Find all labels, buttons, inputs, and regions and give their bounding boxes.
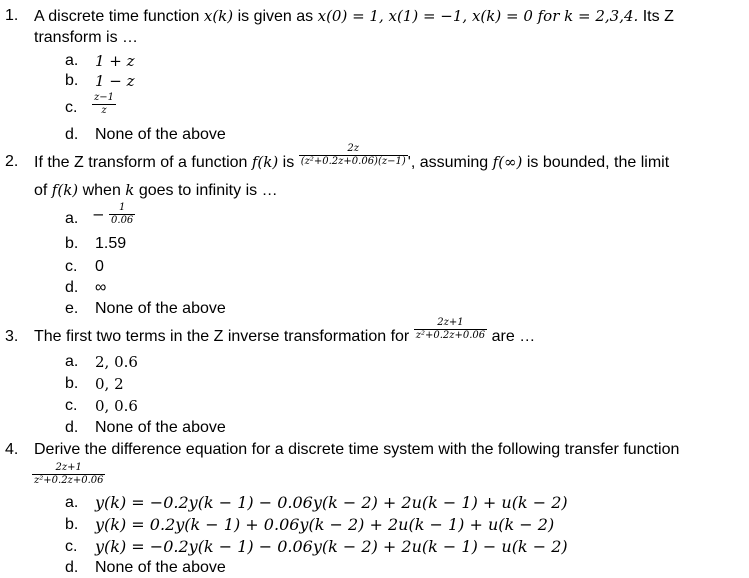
question-2-line-1: If the Z transform of a function f(k) is $\frac{2z}{\text{(z²+0.2z+0.06)(z−1)}}$ ', assuming f(∞) is bounded, the limit bbox=[34, 143, 670, 171]
question-1-number: 1. bbox=[5, 7, 19, 24]
question-2-line-2: of f(k) when k goes to infinity is … bbox=[34, 181, 278, 199]
question-1-line-1: A discrete time function x(k) is given as x(0) = 1, x(1) = −1, x(k) = 0 for k = 2,3,4. Its Z bbox=[34, 7, 674, 25]
q3-transfer-fraction: $\frac{2z+1}{\text{z²+0.2z+0.06}}$ bbox=[415, 317, 486, 342]
question-3-number: 3. bbox=[5, 328, 19, 345]
q4-transfer-fraction: $\frac{2z+1}{\text{z²+0.2z+0.06}}$ bbox=[34, 462, 104, 486]
question-3-line-1: The first two terms in the Z inverse transformation for $\frac{2z+1}{\text{z²+0.2z+0.06}}$ are … bbox=[34, 317, 536, 345]
q2-option-a-fraction: $\frac{1}{0.06}$ bbox=[111, 202, 134, 226]
question-2-number: 2. bbox=[5, 153, 19, 170]
question-4-line-2 bbox=[32, 462, 105, 487]
question-4-number: 4. bbox=[5, 441, 19, 458]
question-1-line-2: transform is … bbox=[34, 29, 139, 46]
q1-option-c-fraction: $\frac{z-1}{z}$ bbox=[94, 92, 115, 116]
q2-transfer-fraction: $\frac{2z}{\text{(z²+0.2z+0.06)(z−1)}}$ bbox=[300, 143, 406, 168]
question-4-line-1: Derive the difference equation for a discrete time system with the following transfer function bbox=[34, 441, 680, 458]
